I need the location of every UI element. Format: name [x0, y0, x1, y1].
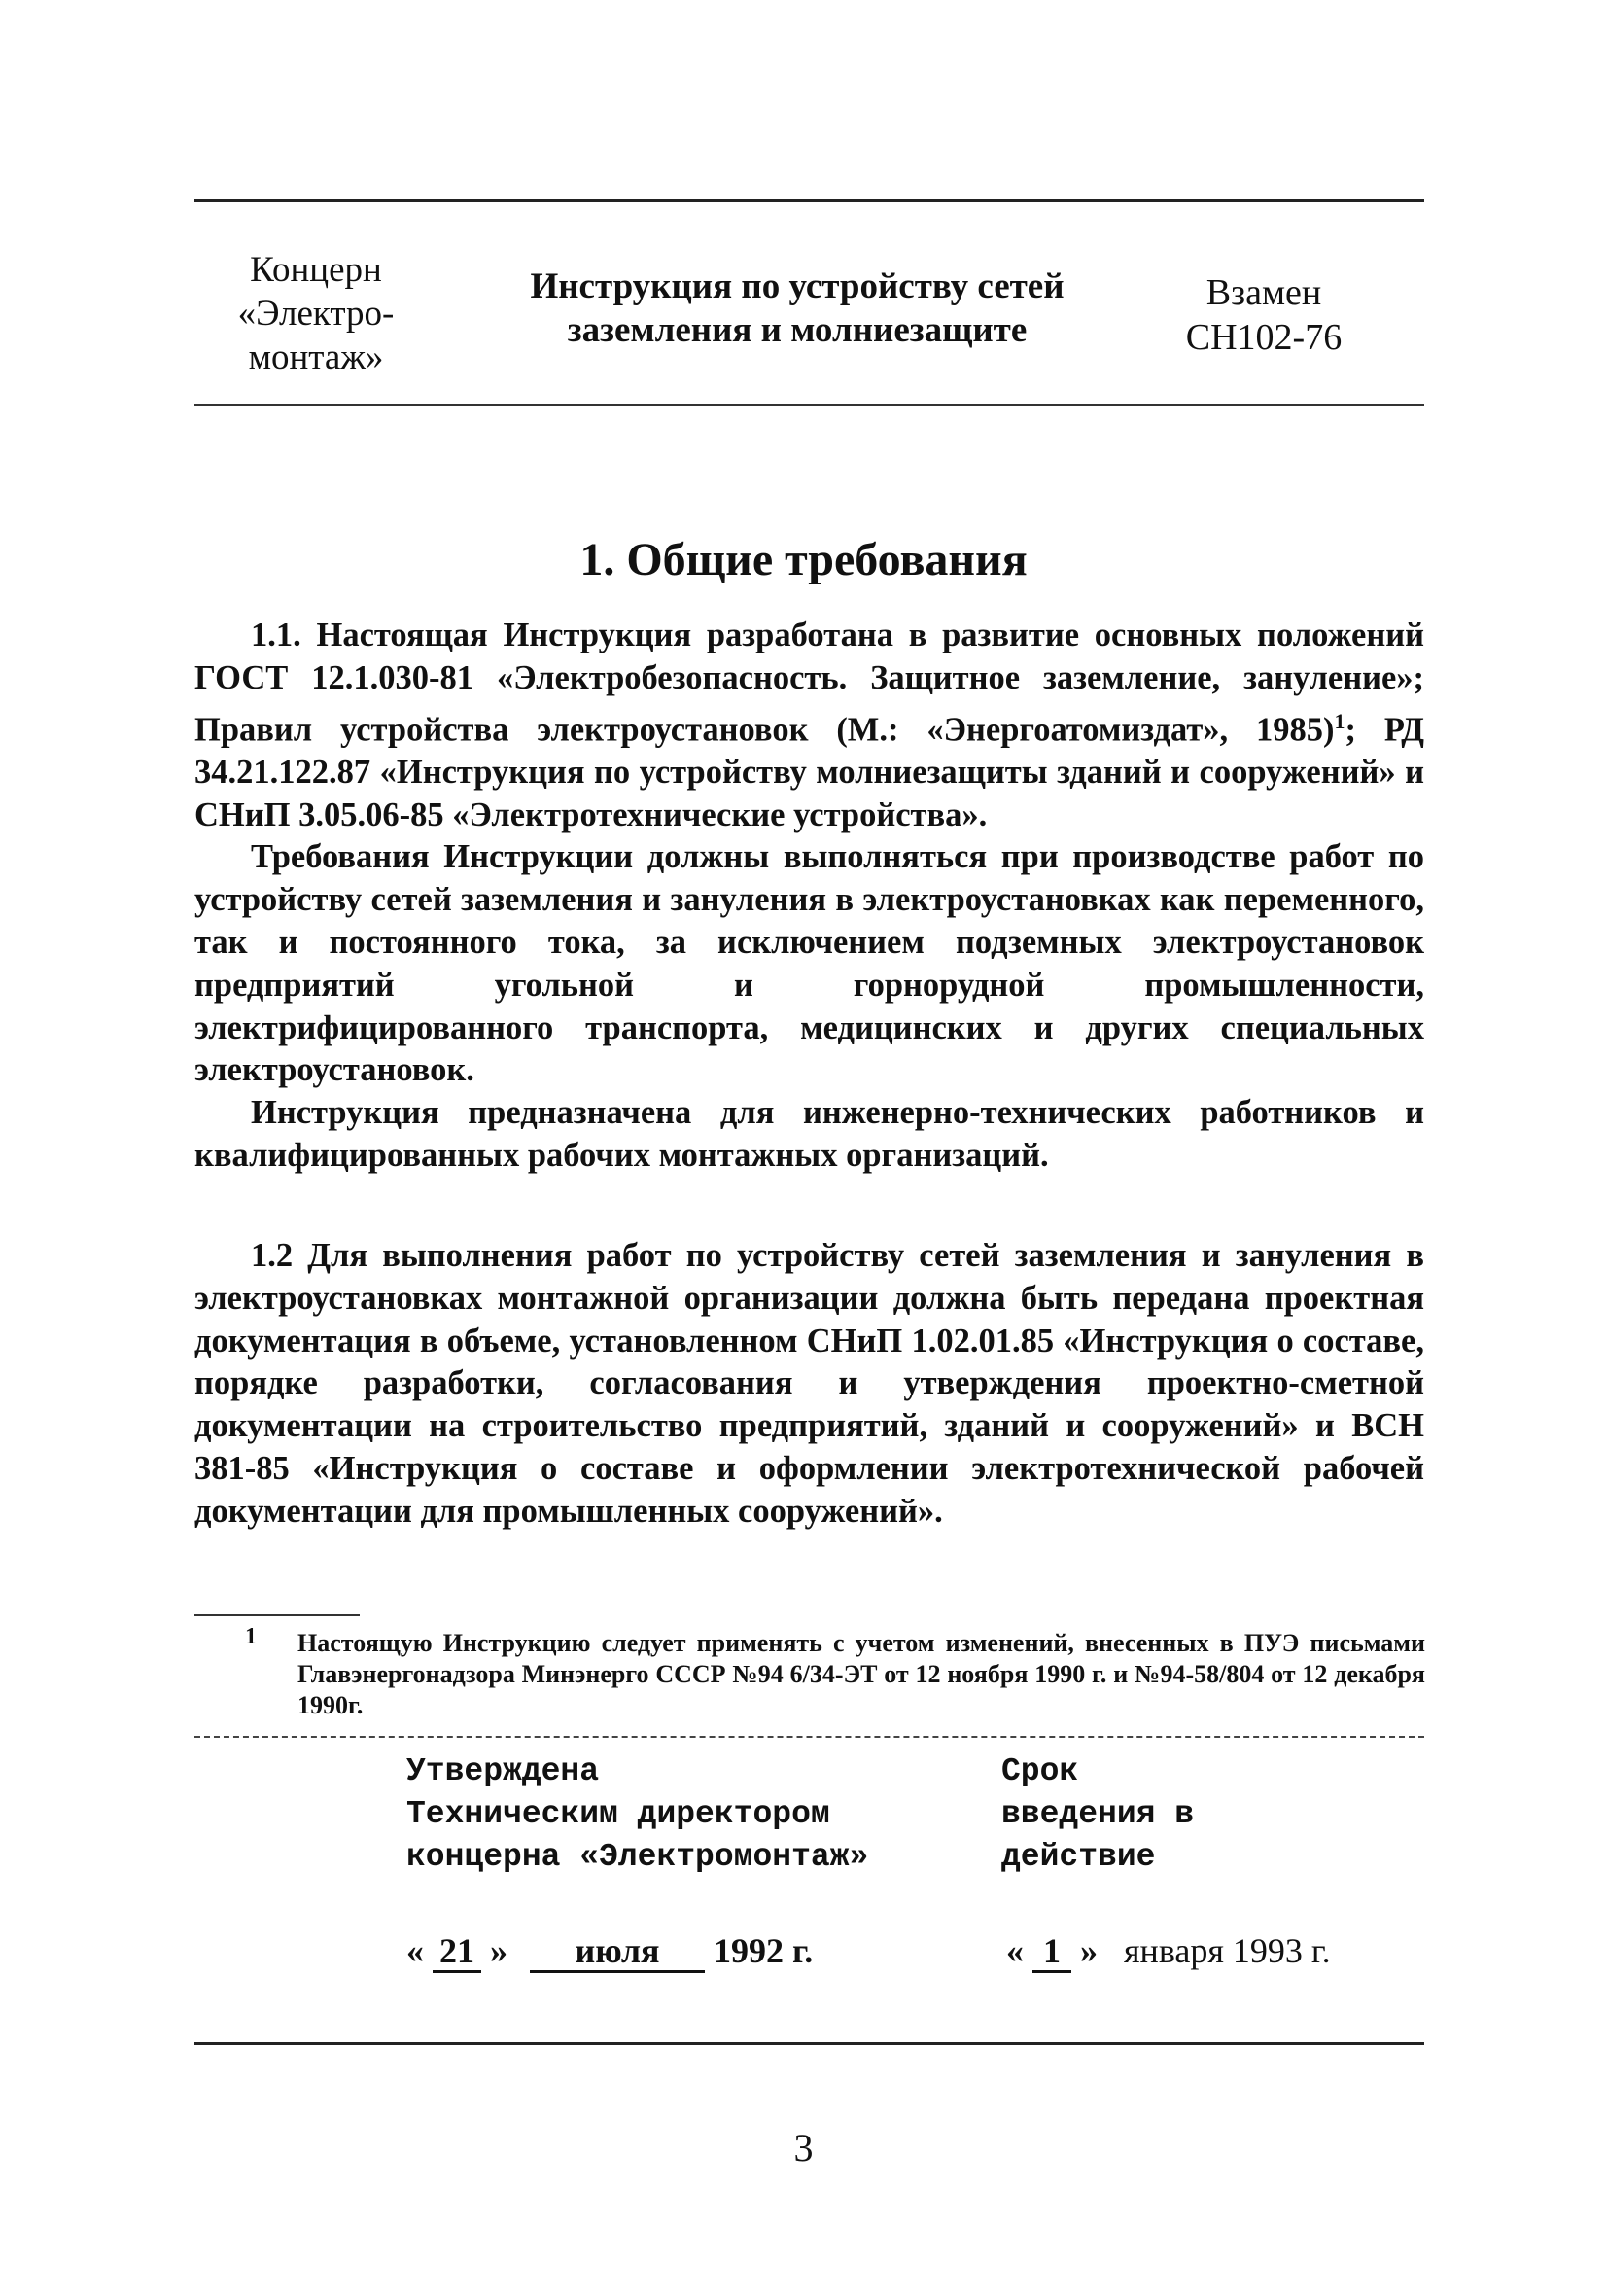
header-bottom-rule	[194, 404, 1424, 406]
org-name-line2: «Электро-	[237, 294, 395, 335]
effective-date-day: 1	[1032, 1931, 1071, 1973]
effective-date	[1006, 1930, 1331, 1973]
approval-top-rule	[194, 1736, 1424, 1738]
approval-date-year: 1992 г.	[714, 1931, 814, 1970]
effective-date-year: 1993 г.	[1232, 1931, 1331, 1970]
effective-line1: Срок	[1001, 1753, 1079, 1789]
approval-date-month: июля	[530, 1931, 705, 1973]
paragraph-1-1	[194, 615, 1424, 836]
footnote-text: Настоящую Инструкцию следует применять с учетом изменений, внесенных в ПУЭ письмами Главэнергонадзора Минэнерго СССР №94 6/34-ЭТ от 12 ноября 1990 г. и №94-58/804 от 12 декабря 1990г.	[297, 1629, 1425, 1719]
org-name-line3: монтаж»	[248, 337, 384, 378]
document-title-line1: Инструкция по устройству сетей	[530, 266, 1065, 306]
approval-date-open-quote: «	[406, 1931, 424, 1970]
effective-date-open-quote: «	[1006, 1931, 1024, 1970]
effective-date-month: января	[1124, 1931, 1224, 1970]
approval-line2: Техническим директором	[406, 1796, 830, 1832]
approval-date-day: 21	[433, 1931, 481, 1973]
effective-date-block	[1001, 1750, 1293, 1879]
approval-date-close-quote: »	[490, 1931, 507, 1970]
approval-block	[406, 1750, 951, 1879]
section-1-1-block	[194, 615, 1424, 1178]
org-name-line1: Концерн	[250, 250, 382, 290]
org-name	[219, 248, 413, 379]
approval-bottom-rule	[194, 2042, 1424, 2045]
effective-line2: введения в	[1001, 1796, 1195, 1832]
paragraph-purpose: Инструкция предназначена для инженерно-технических работников и квалифицированных рабочих монтажных организаций.	[194, 1094, 1424, 1175]
effective-date-close-quote: »	[1080, 1931, 1098, 1970]
section-title: 1. Общие требования	[579, 534, 1028, 585]
header-top-rule	[194, 199, 1424, 202]
document-title	[476, 265, 1118, 352]
approval-line1: Утверждена	[406, 1753, 600, 1789]
footnote-ref: 1	[1334, 708, 1345, 733]
replaces-note-line2: СН102-76	[1185, 317, 1343, 359]
approval-line3: концерна «Электромонтаж»	[406, 1839, 869, 1875]
paragraph-1-1-tail: ; РД 34.21.122.87 «Инструкция по устройству молниезащиты зданий и сооружений» и СНиП 3.05.06-85 «Электротехнические устройства».	[194, 711, 1424, 833]
page-number: 3	[793, 2126, 814, 2170]
approval-date	[406, 1930, 813, 1973]
effective-line3: действие	[1001, 1839, 1156, 1875]
footnote-mark: 1	[245, 1624, 257, 1649]
replaces-note-line1: Взамен	[1205, 272, 1322, 313]
section-1-2-block	[194, 1235, 1424, 1534]
paragraph-1-1-text: 1.1. Настоящая Инструкция разработана в развитие основных положений ГОСТ 12.1.030-81 «Электробезопасность. Защитное заземление, зануление»; Правил устройства электроустановок (М.: «Энергоатомиздат», 1985)	[194, 617, 1424, 749]
replaces-note	[1171, 270, 1356, 361]
paragraph-requirements: Требования Инструкции должны выполняться при производстве работ по устройству сетей заземления и зануления в электроустановках как переменного, так и постоянного тока, за исключением подземных электроустановок предприятий угольной и горнорудной промышленности, электрифицированного транспорта, медицинских и других специальных электроустановок.	[194, 838, 1424, 1089]
document-title-line2: заземления и молниезащите	[567, 310, 1028, 351]
paragraph-1-2: 1.2 Для выполнения работ по устройству сетей заземления и зануления в электроустановках монтажной организации должна быть передана проектная документация в объеме, установленном СНиП 1.02.01.85 «Инструкция о составе, порядке разработки, согласования и утверждения проектно-сметной документации на строительство предприятий, зданий и сооружений» и ВСН 381-85 «Инструкция о составе и оформлении электротехнической рабочей документации для промышленных сооружений».	[194, 1237, 1424, 1530]
footnote-separator	[194, 1614, 360, 1616]
